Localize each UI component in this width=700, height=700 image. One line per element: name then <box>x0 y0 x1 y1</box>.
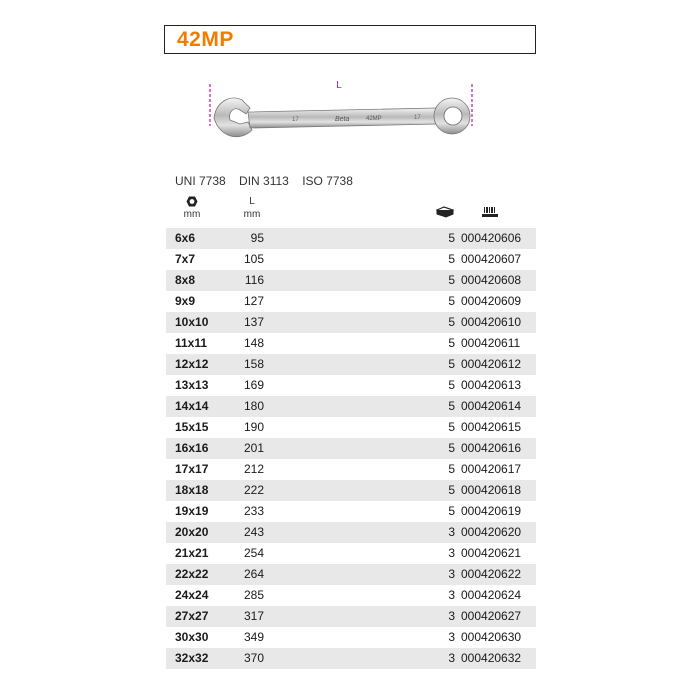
length-cell: 222 <box>243 483 264 497</box>
length-cell: 233 <box>243 504 264 518</box>
length-cell: 137 <box>243 315 264 329</box>
pack-quantity-cell: 5 <box>448 462 455 476</box>
title-box <box>164 25 536 54</box>
table-row <box>166 606 536 627</box>
pack-quantity-cell: 5 <box>448 357 455 371</box>
length-cell: 116 <box>244 273 264 287</box>
page-title: 42MP <box>177 28 234 51</box>
engraving-size-left: 17 <box>292 117 299 123</box>
size-cell: 14x14 <box>175 399 209 413</box>
size-cell: 10x10 <box>175 315 209 329</box>
size-cell: 27x27 <box>175 609 209 623</box>
size-unit-label: mm <box>183 209 201 220</box>
pack-quantity-cell: 3 <box>448 567 455 581</box>
size-cell: 8x8 <box>175 273 196 287</box>
length-cell: 105 <box>243 252 264 266</box>
size-cell: 21x21 <box>175 546 209 560</box>
article-code-cell: 000420615 <box>461 420 522 434</box>
article-code-cell: 000420620 <box>461 525 522 539</box>
size-cell: 9x9 <box>175 294 196 308</box>
pack-quantity-cell: 5 <box>448 378 455 392</box>
barcode-icon <box>481 206 499 218</box>
article-code-cell: 000420611 <box>461 336 521 350</box>
standards-line <box>175 174 363 188</box>
article-code-cell: 000420621 <box>461 546 522 560</box>
size-cell: 17x17 <box>175 462 209 476</box>
pack-quantity-cell: 5 <box>448 441 455 455</box>
article-code-cell: 000420619 <box>461 504 522 518</box>
article-code-cell: 000420624 <box>461 588 522 602</box>
pack-quantity-cell: 3 <box>448 588 455 602</box>
pack-quantity-cell: 5 <box>448 273 455 287</box>
size-column-header <box>180 196 204 220</box>
table-row <box>166 312 536 333</box>
article-code-cell: 000420616 <box>461 441 522 455</box>
table-row <box>166 627 536 648</box>
length-cell: 285 <box>243 588 264 602</box>
size-cell: 15x15 <box>175 420 209 434</box>
table-row <box>166 354 536 375</box>
size-cell: 19x19 <box>175 504 209 518</box>
engraving-model: 42MP <box>366 116 382 122</box>
article-code-cell: 000420632 <box>461 651 522 665</box>
size-cell: 11x11 <box>175 336 208 350</box>
wrench-ring-hole <box>444 107 462 125</box>
length-label: L <box>249 196 255 207</box>
pack-quantity-cell: 3 <box>448 630 455 644</box>
length-cell: 201 <box>243 441 264 455</box>
table-row <box>166 228 536 249</box>
length-cell: 148 <box>243 336 264 350</box>
table-row <box>166 375 536 396</box>
table-row <box>166 459 536 480</box>
size-cell: 24x24 <box>175 588 209 602</box>
pack-quantity-cell: 5 <box>448 336 455 350</box>
size-cell: 16x16 <box>175 441 209 455</box>
size-cell: 32x32 <box>175 651 209 665</box>
pack-quantity-cell: 5 <box>448 315 455 329</box>
size-cell: 13x13 <box>175 378 209 392</box>
length-cell: 158 <box>243 357 264 371</box>
article-code-cell: 000420608 <box>461 273 522 287</box>
table-row <box>166 648 536 669</box>
table-row <box>166 522 536 543</box>
pack-quantity-cell: 3 <box>448 525 455 539</box>
article-code-cell: 000420612 <box>461 357 522 371</box>
table-row <box>166 291 536 312</box>
article-code-cell: 000420610 <box>461 315 522 329</box>
article-code-cell: 000420627 <box>461 609 522 623</box>
table-row <box>166 396 536 417</box>
pack-quantity-cell: 3 <box>448 546 455 560</box>
pack-quantity-icon <box>436 206 454 218</box>
size-cell: 18x18 <box>175 483 209 497</box>
pack-quantity-cell: 5 <box>448 231 455 245</box>
table-row <box>166 480 536 501</box>
engraving-brand: Beta <box>335 116 350 123</box>
pack-quantity-cell: 3 <box>448 609 455 623</box>
article-code-cell: 000420617 <box>461 462 522 476</box>
article-code-cell: 000420607 <box>461 252 522 266</box>
product-table <box>166 228 536 669</box>
standard-din: DIN 3113 <box>239 174 289 188</box>
pack-quantity-cell: 5 <box>448 399 455 413</box>
length-cell: 180 <box>243 399 264 413</box>
table-row <box>166 501 536 522</box>
pack-quantity-cell: 3 <box>448 651 455 665</box>
length-cell: 127 <box>243 294 264 308</box>
size-cell: 22x22 <box>175 567 209 581</box>
length-cell: 190 <box>243 420 264 434</box>
standard-iso: ISO 7738 <box>302 174 353 188</box>
length-cell: 212 <box>243 462 264 476</box>
wrench-image <box>200 78 490 166</box>
size-cell: 12x12 <box>175 357 209 371</box>
length-cell: 349 <box>243 630 264 644</box>
size-cell: 20x20 <box>175 525 209 539</box>
article-code-cell: 000420606 <box>461 231 522 245</box>
pack-quantity-cell: 5 <box>448 483 455 497</box>
table-row <box>166 585 536 606</box>
length-cell: 254 <box>243 546 264 560</box>
table-row <box>166 438 536 459</box>
length-cell: 370 <box>243 651 264 665</box>
size-cell: 7x7 <box>175 252 196 266</box>
article-code-cell: 000420622 <box>461 567 522 581</box>
dimension-label: L <box>336 80 342 91</box>
table-row <box>166 564 536 585</box>
article-code-cell: 000420618 <box>461 483 522 497</box>
code-column-header <box>480 206 500 221</box>
length-column-header <box>240 196 264 220</box>
nut-icon <box>186 196 198 207</box>
article-code-cell: 000420630 <box>461 630 522 644</box>
length-cell: 243 <box>243 525 264 539</box>
article-code-cell: 000420609 <box>461 294 522 308</box>
pack-quantity-cell: 5 <box>448 504 455 518</box>
length-cell: 169 <box>243 378 264 392</box>
table-row <box>166 249 536 270</box>
table-row <box>166 417 536 438</box>
pack-quantity-cell: 5 <box>448 252 455 266</box>
table-row <box>166 333 536 354</box>
wrench-open-end <box>214 98 252 137</box>
article-code-cell: 000420613 <box>461 378 522 392</box>
article-code-cell: 000420614 <box>461 399 522 413</box>
length-unit-label: mm <box>243 209 261 220</box>
table-row <box>166 270 536 291</box>
length-cell: 95 <box>250 231 264 245</box>
length-cell: 264 <box>243 567 264 581</box>
size-cell: 6x6 <box>175 231 196 245</box>
standard-uni: UNI 7738 <box>175 174 226 188</box>
engraving-size-right: 17 <box>414 115 421 121</box>
pack-column-header <box>435 206 455 221</box>
size-cell: 30x30 <box>175 630 209 644</box>
table-row <box>166 543 536 564</box>
pack-quantity-cell: 5 <box>448 420 455 434</box>
length-cell: 317 <box>243 609 264 623</box>
pack-quantity-cell: 5 <box>448 294 455 308</box>
